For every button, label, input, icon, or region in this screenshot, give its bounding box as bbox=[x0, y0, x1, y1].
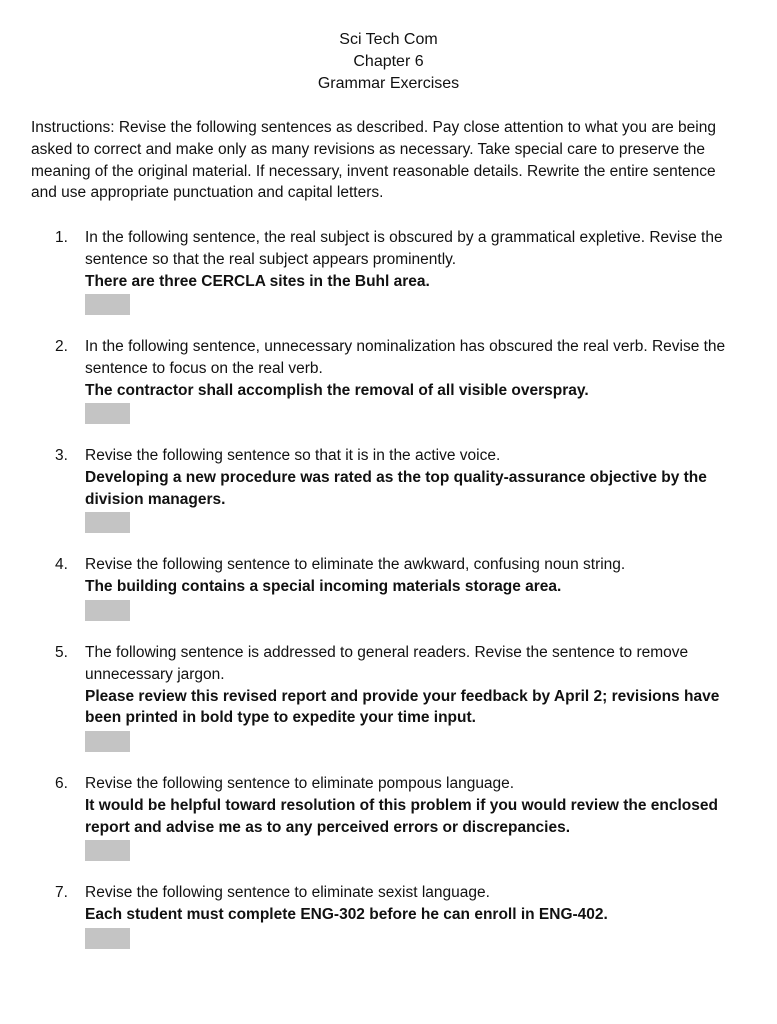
answer-field[interactable] bbox=[85, 512, 130, 533]
answer-field[interactable] bbox=[85, 731, 130, 752]
answer-field[interactable] bbox=[85, 840, 130, 861]
answer-field[interactable] bbox=[85, 294, 130, 315]
item-sentence: There are three CERCLA sites in the Buhl area. bbox=[85, 272, 430, 290]
chapter-title: Chapter 6 bbox=[353, 53, 424, 70]
item-sentence: It would be helpful toward resolution of this problem if you would review the enclosed report and advise me as to any perceived errors or discrepancies. bbox=[85, 796, 718, 836]
item-prompt: Revise the following sentence to eliminate sexist language. bbox=[85, 884, 490, 901]
instructions-paragraph: Instructions: Revise the following sentences as described. Pay close attention to what you are being asked to correct and make only as many revisions as necessary. Take special care to preserve the meaning of the original material. If necessary, invent reasonable details. Rewrite the entire sentence and use appropriate punctuation and capital letters. bbox=[31, 119, 716, 202]
item-number: 2. bbox=[55, 338, 68, 355]
item-prompt: Revise the following sentence so that it is in the active voice. bbox=[85, 447, 501, 464]
answer-field[interactable] bbox=[85, 403, 130, 424]
item-sentence: The contractor shall accomplish the removal of all visible overspray. bbox=[85, 381, 589, 399]
item-sentence: Each student must complete ENG-302 before he can enroll in ENG-402. bbox=[85, 905, 608, 923]
item-number: 7. bbox=[55, 884, 68, 901]
item-prompt: The following sentence is addressed to general readers. Revise the sentence to remove unnecessary jargon. bbox=[85, 644, 689, 683]
item-prompt: In the following sentence, the real subject is obscured by a grammatical expletive. Revise the sentence so that the real subject appears prominently. bbox=[85, 229, 723, 268]
item-number: 5. bbox=[55, 644, 68, 661]
item-sentence: The building contains a special incoming materials storage area. bbox=[85, 577, 562, 595]
exercise-title: Grammar Exercises bbox=[317, 75, 460, 92]
item-prompt: In the following sentence, unnecessary nominalization has obscured the real verb. Revise the sentence to focus on the real verb. bbox=[85, 338, 726, 377]
item-number: 4. bbox=[55, 556, 68, 573]
course-title: Sci Tech Com bbox=[339, 31, 438, 48]
answer-field[interactable] bbox=[85, 928, 130, 949]
item-number: 3. bbox=[55, 447, 68, 464]
item-prompt: Revise the following sentence to eliminate the awkward, confusing noun string. bbox=[85, 556, 626, 573]
item-number: 1. bbox=[55, 229, 68, 246]
item-number: 6. bbox=[55, 775, 68, 792]
item-prompt: Revise the following sentence to eliminate pompous language. bbox=[85, 775, 515, 792]
item-sentence: Please review this revised report and provide your feedback by April 2; revisions have been printed in bold type to expedite your time input. bbox=[85, 687, 720, 727]
item-sentence: Developing a new procedure was rated as the top quality-assurance objective by the division managers. bbox=[85, 468, 707, 508]
answer-field[interactable] bbox=[85, 600, 130, 621]
